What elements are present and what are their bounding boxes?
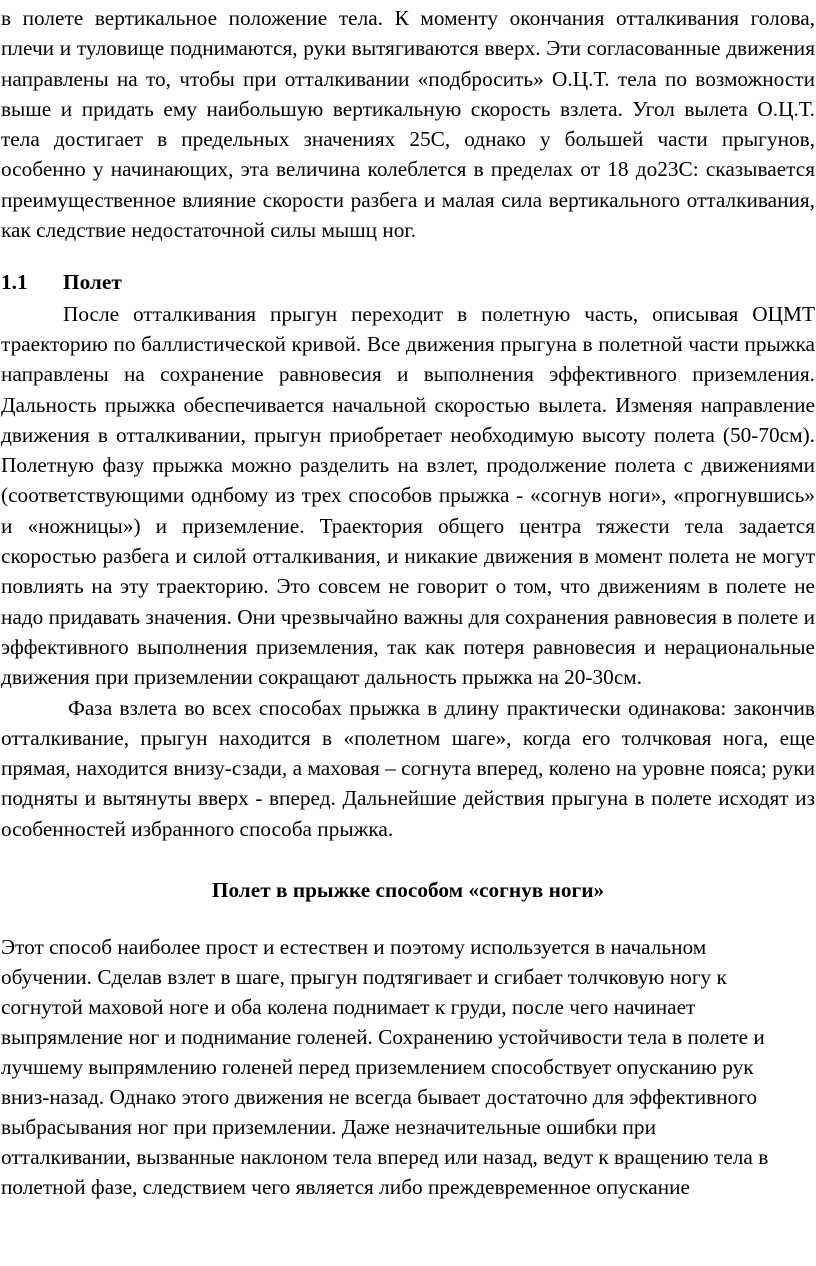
subheading-bent-legs: Полет в прыжке способом «согнув ноги» — [211, 878, 605, 903]
paragraph-takeoff: в полете вертикальное положение тела. К моменту окончания отталкивания голова, плечи и туловище поднимаются, руки вытягиваются вверх. Эти согласованные движения направлены на то, чтобы при отталкивании «подбросить» О.Ц.Т. тела по возможности выше и придать ему наибольшую вертикальную скорость взлета. Угол вылета О.Ц.Т. тела достигает в предельных значениях 25С, однако у большей части прыгунов, особенно у начинающих, эта величина колеблется в пределах от 18 до23С: сказывается преимущественное влияние скорости разбега и малая сила вертикального отталкивания, как следствие недостаточной силы мышц ног. — [1, 6, 815, 243]
paragraph-flight: После отталкивания прыгун переходит в полетную часть, описывая ОЦМТ траекторию по баллистической кривой. Все движения прыгуна в полетной части прыжка направлены на сохранение равновесия и выполнения эффективного приземления. Дальность прыжка обеспечивается начальной скоростью вылета. Изменяя направление движения в отталкивании, прыгун приобретает необходимую высоту полета (50-70см). Полетную фазу прыжка можно разделить на взлет, продолжение полета с движениями (соответствующими однбому из трех способов прыжка - «согнув ноги», «прогнувшись» и «ножницы») и приземление. Траектория общего центра тяжести тела задается скоростью разбега и силой отталкивания, и никакие движения в момент полета не могут повлиять на эту траекторию. Это совсем не говорит о том, что движениям в полете не надо придавать значения. Они чрезвычайно важны для сохранения равновесия в полете и эффективного выполнения приземления, так как потеря равновесия и нерациональные движения при приземлении сокращают дальность прыжка на 20-30см. — [1, 301, 815, 690]
paragraph-flight-phase: Фаза взлета во всех способах прыжка в длину практически одинакова: закончив отталкивание, прыгун находится в «полетном шаге», когда его толчковая нога, еще прямая, находится внизу-сзади, а маховая – согнута вперед, колено на уровне пояса; руки подняты и вытянуты вверх - вперед. Дальнейшие действия прыгуна в полете исходят из особенностей избранного способа прыжка. — [1, 695, 815, 841]
section-title: Полет — [63, 270, 122, 295]
section-heading — [1, 267, 815, 297]
section-number: 1.1 — [1, 270, 28, 295]
paragraph-bent-legs-method: Этот способ наиболее прост и естествен и поэтому используется в начальном обучении. Сделав взлет в шаге, прыгун подтягивает и сгибает толчковую ногу к согнутой маховой ноге и оба колена поднимает к груди, после чего начинает выпрямление ног и поднимание голеней. Сохранению устойчивости тела в полете и лучшему выпрямлению голеней перед приземлением способствует опусканию рук вниз-назад. Однако этого движения не всегда бывает достаточно для эффективного выбрасывания ног при приземлении. Даже незначительные ошибки при отталкивании, вызванные наклоном тела вперед или назад, ведут к вращению тела в полетной фазе, следствием чего является либо преждевременное опускание — [1, 935, 769, 1200]
